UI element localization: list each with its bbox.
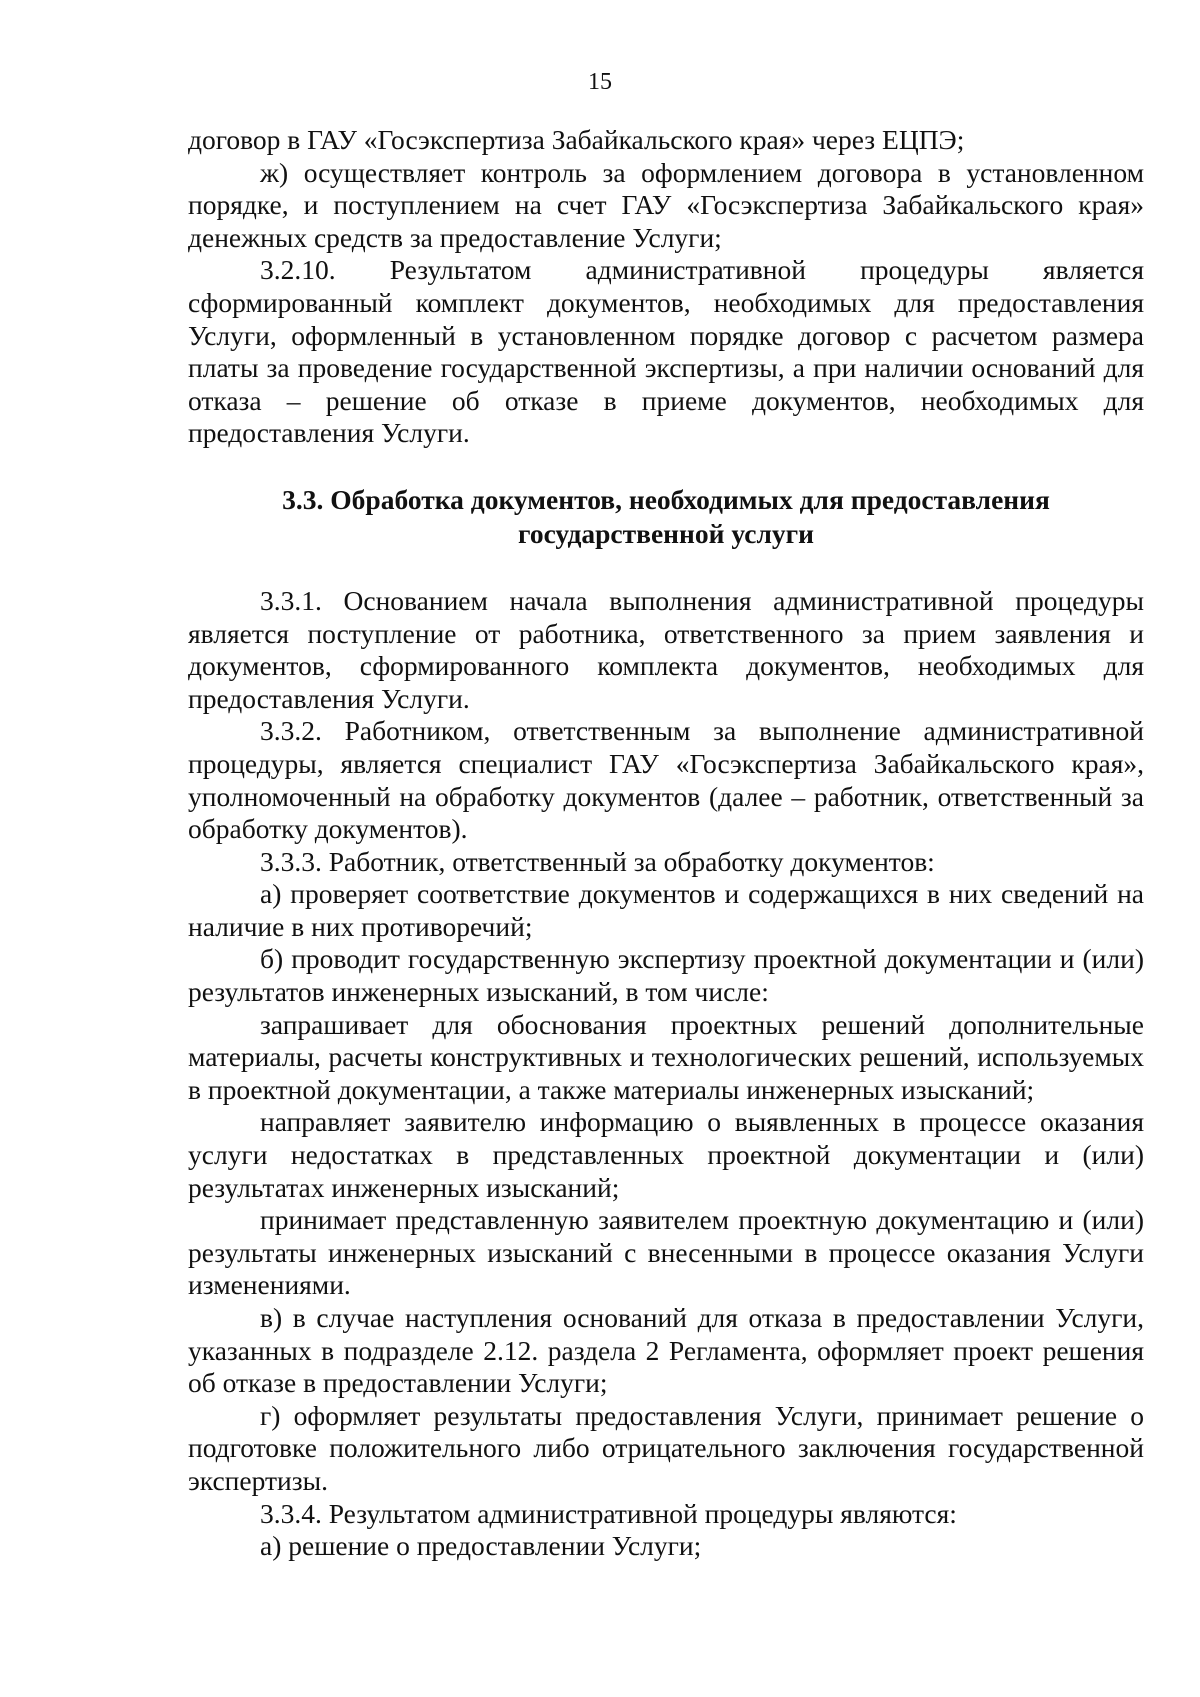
paragraph-subitem-requests: запрашивает для обоснования проектных решений дополнительные материалы, расчеты конструктивных и технологических решений, используемых в проектной документации, а также материалы инженерных изысканий;: [188, 1008, 1144, 1105]
paragraph-continuation: договор в ГАУ «Госэкспертиза Забайкальского края» через ЕЦПЭ;: [188, 124, 965, 155]
paragraph-result-a: а) решение о предоставлении Услуги;: [260, 1530, 702, 1562]
document-body: [188, 124, 1144, 1563]
paragraph-item-a: а) проверяет соответствие документов и содержащихся в них сведений на наличие в них противоречий;: [188, 878, 1144, 942]
section-heading-3-3: [188, 483, 1144, 551]
section-heading-line-1: 3.3. Обработка документов, необходимых для предоставления: [282, 483, 1050, 515]
paragraph-3-3-3: 3.3.3. Работник, ответственный за обработку документов:: [260, 845, 935, 877]
paragraph-3-3-4: 3.3.4. Результатом административной процедуры являются:: [260, 1497, 957, 1529]
paragraph-item-zh: ж) осуществляет контроль за оформлением договора в установленном порядке, и поступлением на счет ГАУ «Госэкспертиза Забайкальского края» денежных средств за предоставление Услуги;: [188, 156, 1144, 253]
paragraph-item-v: в) в случае наступления оснований для отказа в предоставлении Услуги, указанных в подразделе 2.12. раздела 2 Регламента, оформляет проект решения об отказе в предоставлении Услуги;: [188, 1302, 1144, 1399]
paragraph-subitem-accepts: принимает представленную заявителем проектную документацию и (или) результаты инженерных изысканий с внесенными в процессе оказания Услуги изменениями.: [188, 1204, 1144, 1301]
paragraph-3-3-2: 3.3.2. Работником, ответственным за выполнение административной процедуры, является специалист ГАУ «Госэкспертиза Забайкальского края», уполномоченный на обработку документов (далее – работник, ответственный за обработку документов).: [188, 715, 1144, 845]
paragraph-3-3-1: 3.3.1. Основанием начала выполнения административной процедуры является поступление от работника, ответственного за прием заявления и документов, сформированного комплекта документов, необходимых для предоставления Услуги.: [188, 584, 1144, 714]
paragraph-subitem-sends: направляет заявителю информацию о выявленных в процессе оказания услуги недостатках в представленных проектной документации и (или) результатах инженерных изысканий;: [188, 1106, 1144, 1203]
page-number: 15: [588, 69, 612, 95]
paragraph-3-2-10: 3.2.10. Результатом административной процедуры является сформированный комплект документов, необходимых для предоставления Услуги, оформленный в установленном порядке договор с расчетом размера платы за проведение государственной экспертизы, а при наличии оснований для отказа – решение об отказе в приеме документов, необходимых для предоставления Услуги.: [188, 254, 1144, 449]
paragraph-item-g: г) оформляет результаты предоставления Услуги, принимает решение о подготовке положительного либо отрицательного заключения государственной экспертизы.: [188, 1399, 1144, 1496]
paragraph-item-b: б) проводит государственную экспертизу проектной документации и (или) результатов инженерных изысканий, в том числе:: [188, 943, 1144, 1008]
section-heading-line-2: государственной услуги: [518, 517, 814, 549]
